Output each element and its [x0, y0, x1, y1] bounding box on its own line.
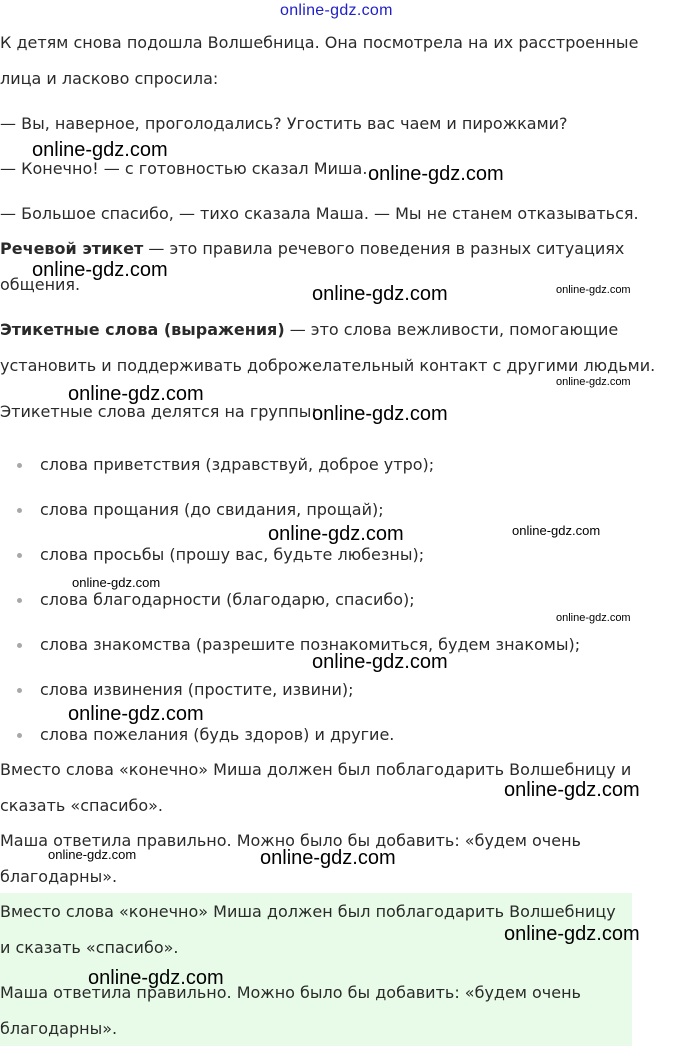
dialog-line-2: — Конечно! — с готовностью сказал Миша.: [0, 159, 368, 178]
conclusion-p1-line1: Вместо слова «конечно» Миша должен был поблагодарить Волшебницу и: [0, 760, 632, 779]
watermark: online-gdz.com: [72, 575, 161, 590]
watermark: online-gdz.com: [504, 779, 640, 801]
list-item-text: слова просьбы (прошу вас, будьте любезны);: [40, 545, 425, 564]
watermark: online-gdz.com: [556, 376, 631, 388]
watermark: online-gdz.com: [312, 651, 448, 673]
watermark: online-gdz.com: [260, 847, 396, 869]
list-item-text: слова приветствия (здравствуй, доброе утро);: [40, 455, 435, 474]
definition-etiquette-continued: общения.: [0, 275, 81, 294]
answer-p2-line2: благодарны».: [0, 1019, 118, 1038]
bullet-icon: [17, 463, 22, 468]
watermark: online-gdz.com: [512, 523, 601, 538]
definition-etiquette-term: Речевой этикет: [0, 239, 144, 258]
definition-etiquette-text: — это правила речевого поведения в разных ситуациях: [143, 239, 625, 258]
watermark: online-gdz.com: [32, 139, 168, 161]
watermark: online-gdz.com: [556, 284, 631, 296]
definition-words-text: — это слова вежливости, помогающие: [284, 320, 619, 339]
dialog-line-1: — Вы, наверное, проголодались? Угостить вас чаем и пирожками?: [0, 114, 568, 133]
story-line-1: К детям снова подошла Волшебница. Она посмотрела на их расстроенные: [0, 33, 639, 52]
list-item-text: слова благодарности (благодарю, спасибо);: [40, 590, 415, 609]
watermark: online-gdz.com: [48, 847, 137, 862]
definition-words: [0, 320, 618, 340]
story-line-2: лица и ласково спросила:: [0, 69, 219, 88]
bullet-icon: [17, 733, 22, 738]
watermark: online-gdz.com: [312, 403, 448, 425]
bullet-icon: [17, 643, 22, 648]
watermark: online-gdz.com: [268, 523, 404, 545]
bullet-icon: [17, 598, 22, 603]
watermark: online-gdz.com: [504, 923, 640, 945]
list-item-text: слова извинения (простите, извини);: [40, 680, 354, 699]
definition-etiquette: [0, 239, 624, 259]
conclusion-p1-line2: сказать «спасибо».: [0, 796, 163, 815]
watermark: online-gdz.com: [68, 383, 204, 405]
list-item-text: слова пожелания (будь здоров) и другие.: [40, 725, 395, 744]
dialog-line-3: — Большое спасибо, — тихо сказала Маша. — Мы не станем отказываться.: [0, 204, 639, 223]
definition-words-continued: установить и поддерживать доброжелательный контакт с другими людьми.: [0, 356, 656, 375]
bullet-icon: [17, 688, 22, 693]
bullet-icon: [17, 553, 22, 558]
conclusion-p2-line2: благодарны».: [0, 867, 118, 886]
groups-intro: Этикетные слова делятся на группы:: [0, 402, 317, 421]
watermark: online-gdz.com: [556, 612, 631, 624]
answer-p1-line1: Вместо слова «конечно» Миша должен был поблагодарить Волшебницу: [0, 902, 616, 921]
watermark: online-gdz.com: [368, 163, 504, 185]
bullet-icon: [17, 508, 22, 513]
list-item-text: слова прощания (до свидания, прощай);: [40, 500, 384, 519]
answer-p1-line2: и сказать «спасибо».: [0, 938, 179, 957]
site-watermark-header: online-gdz.com: [280, 2, 393, 19]
conclusion-p2-line1: Маша ответила правильно. Можно было бы добавить: «будем очень: [0, 831, 581, 850]
definition-words-term: Этикетные слова (выражения): [0, 320, 285, 339]
watermark: online-gdz.com: [32, 259, 168, 281]
watermark: online-gdz.com: [312, 283, 448, 305]
answer-p2-line1: Маша ответила правильно. Можно было бы добавить: «будем очень: [0, 983, 581, 1002]
watermark: online-gdz.com: [88, 967, 224, 989]
watermark: online-gdz.com: [68, 703, 204, 725]
list-item-text: слова знакомства (разрешите познакомиться, будем знакомы);: [40, 635, 581, 654]
